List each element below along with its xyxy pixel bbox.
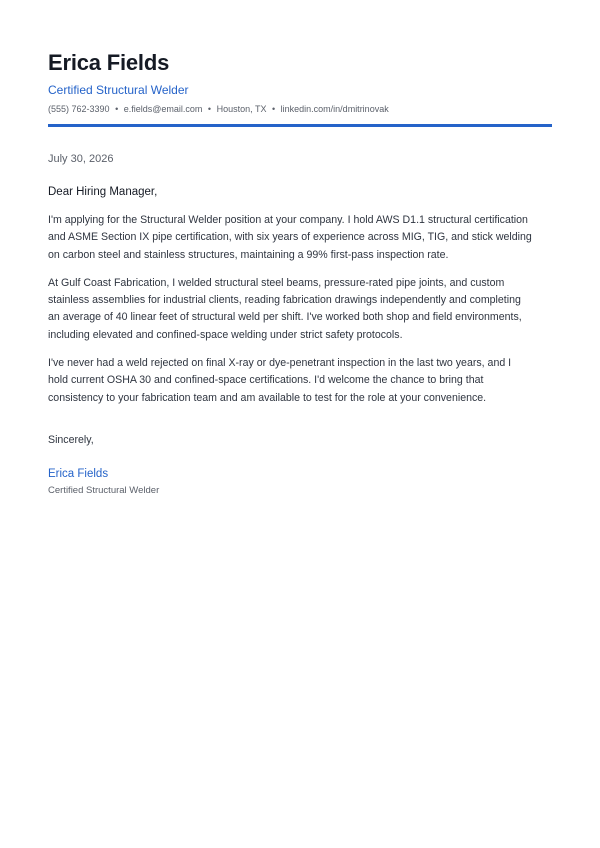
contact-separator: • (271, 104, 276, 114)
applicant-title: Certified Structural Welder (48, 83, 189, 97)
paragraph-line: including elevated and confined-space welding under strict safety protocols. (48, 328, 403, 341)
signature-title: Certified Structural Welder (48, 484, 160, 496)
contact-line (48, 103, 552, 115)
contact-separator: • (115, 104, 119, 114)
contact-email: e.fields@email.com (123, 104, 203, 114)
body-paragraph-1 (48, 212, 552, 264)
body-paragraph-2 (48, 275, 552, 344)
paragraph-line: At Gulf Coast Fabrication, I welded structural steel beams, pressure-rated pipe joints, and custom (48, 276, 505, 289)
contact-separator: • (207, 104, 212, 114)
header-divider (48, 124, 552, 127)
letter-date: July 30, 2026 (48, 153, 114, 165)
letter-header (48, 49, 552, 127)
body-paragraph-3 (48, 355, 552, 407)
paragraph-line: consistency to your fabrication team and am available to test for the role at your convenience. (48, 391, 487, 404)
paragraph-line: and ASME Section IX pipe certification, with six years of experience across MIG, TIG, and stick welding (48, 231, 532, 244)
paragraph-line: I've never had a weld rejected on final X-ray or dye-penetrant inspection in the last two years, and I (48, 357, 512, 370)
signature-name: Erica Fields (48, 467, 109, 480)
applicant-name: Erica Fields (48, 50, 170, 75)
paragraph-line: an average of 40 linear feet of structural weld per shift. I've worked both shop and field environments, (48, 311, 522, 324)
paragraph-line: stainless assemblies for industrial clients, reading fabrication drawings independently and completing (48, 294, 521, 307)
salutation: Dear Hiring Manager, (48, 186, 158, 198)
closing: Sincerely, (48, 433, 94, 446)
contact-location: Houston, TX (216, 104, 267, 114)
contact-linkedin: linkedin.com/in/dmitrinovak (280, 104, 389, 114)
contact-phone: (555) 762-3390 (48, 104, 110, 114)
paragraph-line: I'm applying for the Structural Welder position at your company. I hold AWS D1.1 structural certification (48, 214, 528, 226)
paragraph-line: hold current OSHA 30 and confined-space certifications. I'd welcome the chance to bring that (48, 374, 484, 387)
paragraph-line: on carbon steel and stainless structures, maintaining a 99% first-pass inspection rate. (48, 248, 449, 261)
